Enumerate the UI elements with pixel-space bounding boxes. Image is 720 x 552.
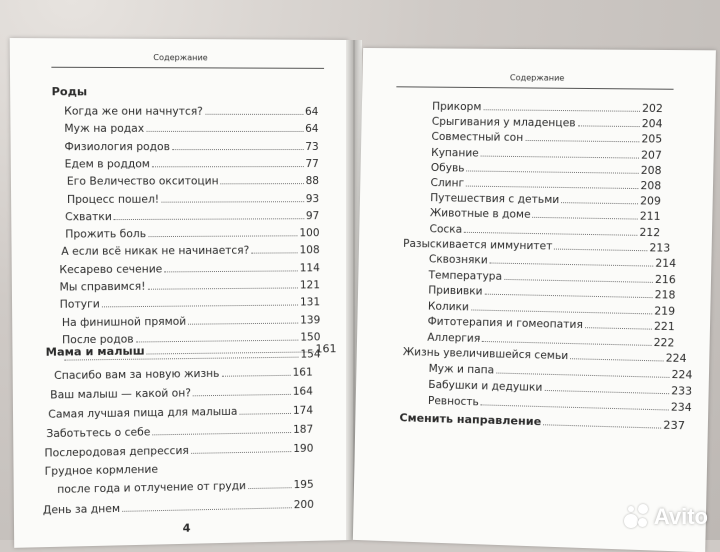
toc-entry — [431, 162, 662, 177]
dot-leader — [188, 322, 298, 324]
toc-entry — [65, 227, 319, 240]
toc-entry-page: 234 — [670, 401, 692, 415]
toc-entry-page: 211 — [639, 210, 661, 224]
toc-entry — [65, 158, 319, 170]
toc-entry — [428, 285, 675, 302]
toc-entry-page: 195 — [293, 478, 314, 492]
toc-entry-title: Жизнь увеличившейся семьи — [402, 346, 569, 363]
toc-entry-page: 200 — [293, 498, 314, 512]
toc-entry-page: 88 — [305, 175, 320, 188]
toc-entry — [65, 210, 319, 223]
toc-entry — [428, 395, 692, 414]
toc-entry-page: 154 — [300, 348, 321, 361]
dot-leader — [483, 109, 640, 112]
toc-entry-page: 207 — [640, 149, 662, 162]
toc-entry-page: 139 — [300, 313, 321, 327]
dot-leader — [161, 201, 304, 203]
toc-entry — [60, 297, 321, 312]
toc-entry — [432, 116, 663, 131]
toc-entry — [62, 314, 320, 329]
dot-leader — [164, 270, 297, 272]
dot-leader — [114, 218, 304, 220]
toc-entry-page: 202 — [641, 102, 663, 116]
section-title-mama: Мама и малыш 161 — [45, 342, 337, 359]
toc-entry-page: 218 — [654, 289, 676, 302]
dot-leader — [221, 183, 304, 184]
toc-entry-page: 204 — [641, 118, 663, 131]
dot-leader — [496, 373, 669, 378]
toc-entry — [64, 105, 318, 118]
toc-entry — [427, 331, 674, 349]
toc-entry-title: Разыскивается иммунитет — [402, 237, 553, 253]
left-page — [10, 38, 353, 548]
toc-entry-page: 73 — [305, 140, 319, 153]
toc-entry — [64, 123, 318, 135]
toc-entry-page: 221 — [653, 320, 675, 334]
toc-entry — [67, 193, 319, 206]
dot-leader — [490, 263, 653, 267]
toc-entry-title: Прививки — [428, 284, 483, 298]
right-header-rule — [396, 86, 673, 89]
dot-leader — [585, 327, 652, 330]
toc-entry — [428, 269, 675, 286]
toc-entry-title: Заботьтесь о себе — [46, 426, 151, 441]
toc-entry-page: 114 — [299, 261, 320, 275]
toc-entry — [429, 223, 660, 239]
toc-entry-title: Ревность — [427, 395, 479, 409]
dot-leader — [578, 126, 640, 128]
toc-entry-title: Едем в роддом — [64, 158, 151, 171]
toc-entry — [46, 424, 313, 441]
dot-leader — [570, 358, 663, 361]
toc-entry-page: 216 — [654, 273, 676, 287]
dot-leader — [148, 287, 298, 289]
toc-entry-page: 212 — [639, 226, 661, 239]
dot-leader — [485, 294, 653, 299]
toc-entry-title: Ваш малыш — какой он? — [50, 387, 191, 402]
toc-entry-title: Сквозняки — [428, 253, 488, 267]
toc-entry-title: Срыгивания у младенцев — [431, 115, 576, 130]
toc-entry-page: 208 — [640, 164, 662, 177]
right-page — [353, 48, 716, 552]
toc-entry — [428, 300, 675, 317]
toc-entry-page: 164 — [292, 385, 313, 398]
toc-entry-page: 224 — [671, 369, 693, 382]
toc-entry — [430, 177, 661, 192]
toc-entry — [430, 192, 661, 208]
toc-entry-title: Грудное кормление — [44, 463, 159, 478]
toc-entry — [50, 386, 313, 402]
toc-entry-page: 214 — [655, 257, 677, 271]
toc-entry — [67, 175, 319, 188]
toc-entry-page: 222 — [653, 336, 675, 350]
toc-entry — [427, 316, 674, 334]
toc-entry-page: 233 — [671, 385, 693, 399]
section-title-rody: Роды — [51, 85, 88, 99]
toc-entry-title: Колики — [427, 300, 470, 314]
avito-watermark: Avito — [624, 504, 708, 530]
toc-entry-title: Совместный сон — [431, 131, 524, 145]
toc-entry-page: 108 — [299, 244, 320, 257]
left-header-rule — [51, 67, 324, 69]
dot-leader — [152, 166, 303, 167]
toc-entry-title: Прожить боль — [65, 228, 147, 241]
toc-entry — [57, 479, 314, 496]
toc-entry-page: 150 — [300, 331, 321, 344]
toc-entry — [429, 363, 693, 382]
toc-entry-page: 187 — [293, 423, 314, 436]
toc-entry — [48, 405, 313, 421]
dot-leader — [525, 140, 639, 142]
dot-leader — [544, 390, 669, 394]
toc-entry-page: 121 — [299, 279, 320, 292]
toc-entry-title: Муж на родах — [64, 123, 145, 136]
dot-leader — [239, 413, 290, 415]
toc-entry-title: После родов — [62, 333, 134, 347]
dot-leader — [191, 451, 291, 454]
toc-entry-title: День за днем — [42, 502, 121, 517]
toc-entry-title: Бабушки и дедушки — [428, 379, 543, 395]
dot-leader — [148, 235, 297, 237]
toc-entry — [431, 146, 662, 161]
toc-entry-title: Животные в доме — [429, 207, 531, 222]
toc-entry-page: 131 — [299, 296, 321, 309]
toc-entry-page: 64 — [305, 123, 319, 136]
dot-leader — [561, 202, 638, 204]
toc-entry-page: 77 — [305, 157, 319, 170]
dot-leader — [102, 305, 298, 308]
toc-entry — [403, 238, 670, 255]
dot-leader — [504, 279, 653, 283]
left-page-number: 4 — [182, 521, 191, 535]
toc-entry-title: Его Величество окситоцин — [66, 175, 219, 188]
toc-entry — [43, 499, 314, 517]
toc-entry-title: Муж и папа — [428, 363, 495, 377]
toc-entry-title: Обувь — [430, 161, 465, 175]
toc-entry-page: 161 — [292, 366, 313, 379]
toc-entry-title: А если всё никак не начинается? — [61, 245, 250, 259]
dot-leader — [251, 253, 297, 254]
dot-leader — [481, 155, 639, 158]
toc-entry-title: Кесарево сечение — [59, 263, 163, 276]
toc-entry-title: Фитотерапия и гомеопатия — [427, 315, 584, 332]
dot-leader — [554, 248, 647, 251]
toc-entry-page: 64 — [304, 105, 319, 118]
toc-entry-title: Самая лучшая пища для малыша — [48, 405, 238, 421]
toc-entry-title: Спасибо вам за новую жизнь — [54, 367, 220, 383]
toc-entry — [64, 141, 318, 153]
dot-leader — [466, 186, 638, 190]
dot-leader — [221, 375, 290, 377]
dot-leader — [248, 487, 292, 489]
toc-entry — [430, 208, 661, 224]
dot-leader — [172, 149, 303, 150]
dot-leader — [466, 170, 638, 173]
toc-entry-page: 100 — [299, 227, 320, 240]
toc-entry-page: 93 — [305, 192, 320, 205]
toc-entry-title: Путешествия с детьми — [430, 192, 560, 207]
dot-leader — [481, 405, 669, 411]
toc-entry-page: 219 — [654, 305, 676, 318]
toc-entry-title: Физиология родов — [64, 140, 170, 153]
toc-entry-title: Потуги — [59, 298, 100, 312]
dot-leader — [471, 309, 652, 314]
toc-entry-title: Мы справимся! — [59, 280, 146, 294]
right-running-head: Содержание — [509, 73, 565, 83]
dot-leader — [122, 507, 292, 512]
toc-entry-page: 208 — [640, 179, 662, 193]
toc-entry-page: 209 — [639, 195, 661, 208]
toc-entry-page: 174 — [292, 404, 314, 417]
left-running-head: Содержание — [153, 53, 208, 63]
dot-leader — [205, 114, 303, 115]
toc-entry — [59, 279, 320, 293]
toc-entry — [45, 461, 314, 478]
toc-entry-title: Соска — [429, 222, 463, 236]
toc-entry-title: Температура — [428, 269, 503, 283]
toc-entry — [431, 131, 662, 146]
dot-leader — [464, 231, 637, 235]
toc-entry-page: 205 — [641, 133, 663, 147]
toc-entry — [44, 443, 313, 460]
toc-entry-title: Процесс пошел! — [66, 193, 160, 206]
dot-leader — [146, 131, 303, 132]
dot-leader — [482, 341, 651, 346]
toc-entry-title: Аллергия — [427, 331, 481, 345]
toc-entry-page: 97 — [305, 209, 320, 223]
dot-leader — [193, 394, 291, 396]
section-title-smenit: Сменить направление 237 — [399, 411, 686, 433]
toc-entry-title: Схватки — [65, 210, 112, 224]
dot-leader — [152, 432, 291, 435]
toc-entry — [61, 245, 319, 259]
toc-entry-title: Когда же они начнутся? — [64, 105, 203, 118]
toc-entry-title: Купание — [431, 146, 479, 160]
toc-entry — [59, 262, 320, 276]
toc-entry-title: На финишной прямой — [61, 315, 187, 329]
toc-entry-page: 224 — [665, 352, 687, 366]
toc-entry-title: Прикорм — [432, 100, 482, 114]
avito-logo-icon — [624, 504, 650, 530]
toc-entry-title: Слинг — [430, 176, 465, 190]
toc-entry-page: 190 — [293, 442, 314, 456]
dot-leader — [533, 217, 638, 220]
toc-entry — [429, 254, 676, 271]
toc-entry-page: 213 — [649, 241, 671, 255]
toc-entry — [432, 101, 663, 115]
toc-entry-title: после года и отлучение от груди — [57, 480, 246, 496]
toc-entry — [54, 366, 313, 382]
toc-entry-title: Послеродовая депрессия — [44, 444, 189, 460]
